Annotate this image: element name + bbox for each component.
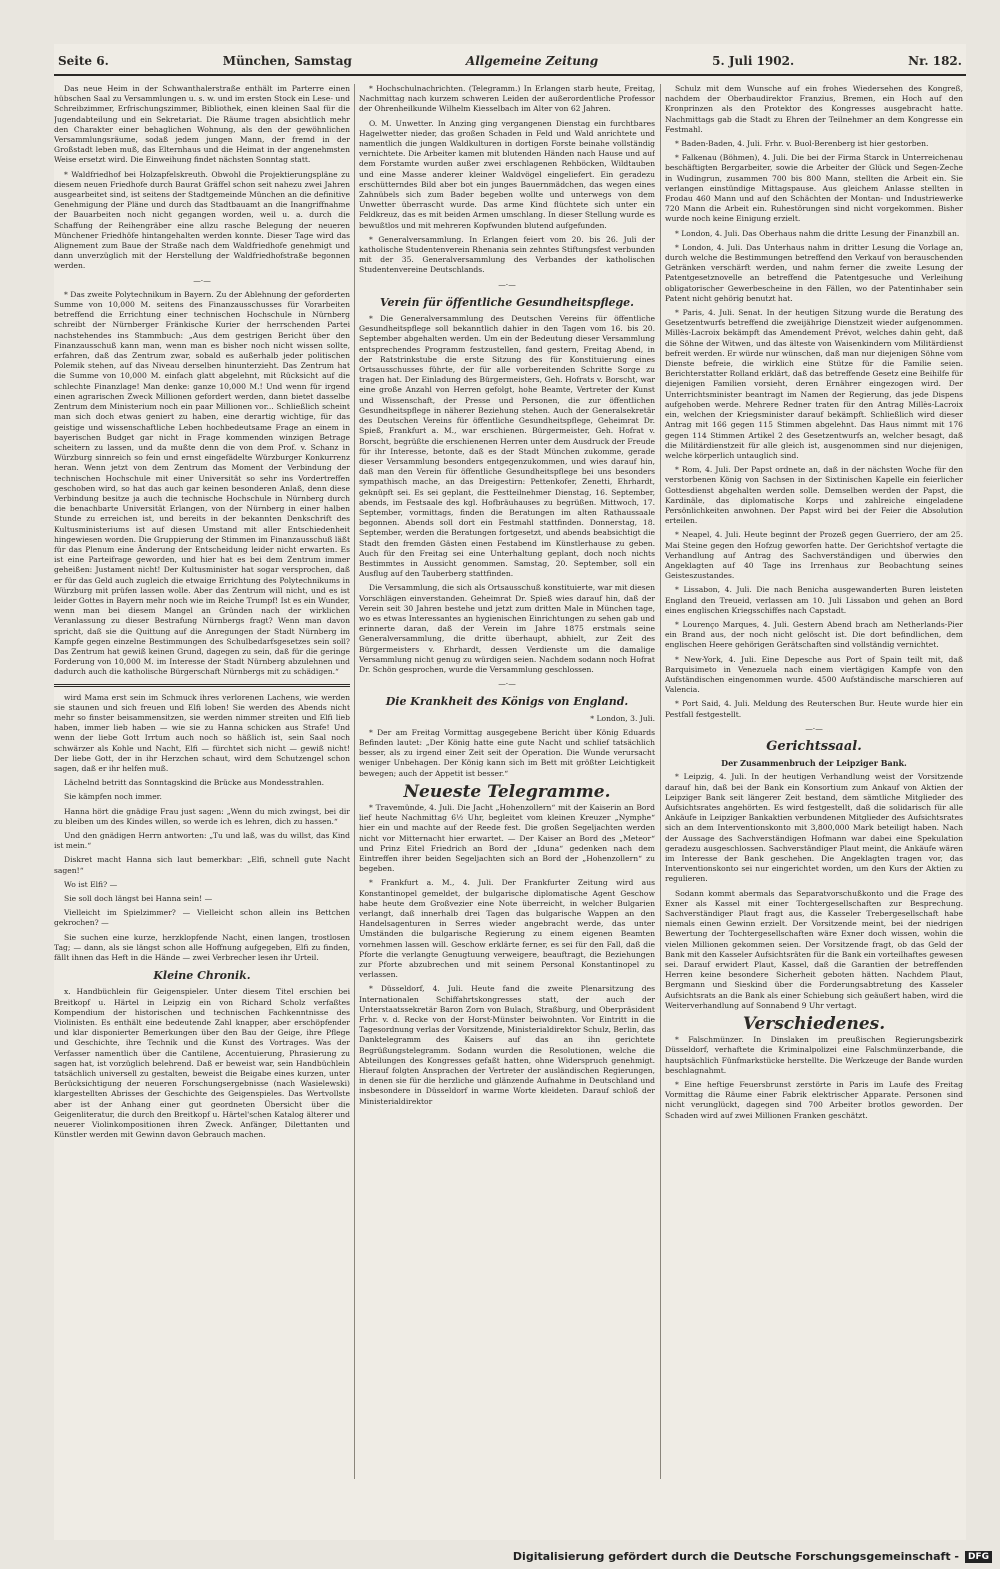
story-paragraph: Sie soll doch längst bei Hanna sein! —	[64, 894, 213, 904]
section-heading-telegramme: Neueste Telegramme.	[403, 781, 611, 802]
separator: —·—	[805, 723, 823, 733]
story-paragraph: Sie suchen eine kurze, herzklopfende Nacht, einen langen, trostlosen Tag; — dann, als sie längst schon alle Hoffnung aufgegeben, Elfi zu finden, fällt ihnen das Heft in die Hände — zwei Verbrecher lesen ihr Urteil.	[54, 932, 350, 963]
separator: —·—	[193, 275, 211, 285]
telegram-paragraph: * Paris, 4. Juli. Senat. In der heutigen Sitzung wurde die Beratung des Gesetzentwurfs betreffend die zweijährige Dienstzeit wieder aufgenommen. Millès-Lacroix bekämpft das Amendement Prévot, welches dahin geht, daß die Söhne der Witwen, und das älteste von Waisenkindern vom Militärdienst befreit werden. Er würde nur wünschen, daß man nur diejenigen Söhne vom Dienste befreie, die wirklich eine Stütze für die Familie seien. Berichterstatter Rolland erklärt, daß das betreffende Gesetz eine Beihilfe für diejenigen Familien vorsieht, deren Ernährer eingezogen wird. Der Unterrichtsminister beantragt im Namen der Regierung, das jede Dispens aufgehoben werde. Mehrere Redner traten für den Antrag Millès-Lacroix ein, welchen der Kriegsminister darauf bekämpft. Schließlich wird dieser Antrag mit 166 gegen 115 Stimmen abgelehnt. Das Haus nimmt mit 176 gegen 114 Stimmen Artikel 2 des Gesetzentwurfs an, welcher besagt, daß die Militärdienstzeit für alle gleich ist, ausgenommen sind nur diejenigen, welche körperlich untauglich sind.	[665, 308, 963, 460]
issue-date: 5. Juli 1902.	[712, 54, 795, 68]
telegram-paragraph: * Düsseldorf, 4. Juli. Heute fand die zweite Plenarsitzung des Internationalen Schiffahrtskongresses statt, der auch der Unterstaatssekretär Baron Zorn von Bulach, Straßburg, und Oberpräsident Frhr. v. d. Recke von der Horst-Münster beiwohnten. Vor Eintritt in die Tagesordnung verlas der Vorsitzende, Ministerialdirektor Schulz, Berlin, das Danktelegramm des Kaisers auf das an ihn gerichtete Begrüßungstelegramm. Sodann wurden die Resolutionen, welche die Abteilungen des Kongresses gefaßt hatten, ohne Widerspruch genehmigt. Hierauf folgten Ansprachen der Vertreter der ausländischen Regierungen, in denen sie für die herzliche und glänzende Aufnahme in Deutschland und insbesondere in Düsseldorf in warme Worte kleideten. Darauf schloß der Ministerialdirektor	[359, 984, 655, 1106]
section-heading-verschiedenes: Verschiedenes.	[742, 1014, 886, 1035]
article-paragraph: * Der am Freitag Vormittag ausgegebene Bericht über König Eduards Befinden lautet: „Der König hatte eine gute Nacht und schlief tatsächlich besser, als zu irgend einer Zeit seit der Operation. Die Wunde verursacht weniger Unbehagen. Der König kann sich im Bett mit größter Leichtigkeit bewegen; auch der Appetit ist besser.“	[359, 727, 655, 778]
story-paragraph: Und den gnädigen Herrn antworten: „Tu und laß, was du willst, das Kind ist mein.“	[54, 831, 350, 851]
story-paragraph: Diskret macht Hanna sich laut bemerkbar: „Elfi, schnell gute Nacht sagen!“	[54, 855, 350, 875]
article-paragraph: O. M. Unwetter. In Anzing ging vergangenen Dienstag ein furchtbares Hagelwetter nieder, das großen Schaden in Feld und Wald anrichtete und namentlich die jungen Waldkulturen in dortigen Forste beinahe vollständig vernichtete. Die Arbeiter kamen mit blutenden Händen nach Hause und auf dem Forstamte wurden außer zwei erschlagenen Rehböcken, Wildtauben und eine Masse anderer kleiner Waldvögel eingeliefert. Ein geradezu erschütterndes Bild aber bot ein junges Bauernmädchen, das wegen eines Zahnübels sich zum Bader begeben wollte und unterwegs von dem Unwetter überrascht wurde. Das arme Kind flüchtete sich unter ein Feldkreuz, das es mit beiden Armen umschlang. In dieser Stellung wurde es bewußtlos und mit mehreren Kopfwunden blutend aufgefunden.	[359, 118, 655, 230]
newspaper-page	[54, 44, 966, 1540]
telegram-paragraph: * Travemünde, 4. Juli. Die Jacht „Hohenzollern“ mit der Kaiserin an Bord lief heute Nachmittag 6½ Uhr, begleitet vom kleinen Kreuzer „Nymphe“ hier ein und machte auf der Reede fest. Die großen Segeljachten werden nicht vor Mitternacht hier erwartet. — Der Kaiser an Bord des „Meteor“ und Prinz Eitel Friedrich an Bord der „Iduna“ gedenken nach dem Eintreffen ihrer beiden Segeljachten sich an Bord der „Hohenzollern“ zu begeben.	[359, 803, 655, 874]
separator: —·—	[498, 279, 516, 289]
telegram-paragraph: * New-York, 4. Juli. Eine Depesche aus Port of Spain teilt mit, daß Barquisimeto in Venezuela nach einem viertägigen Kampfe von den Aufständischen eingenommen wurde. 4500 Aufständische marschieren auf Valencia.	[665, 654, 963, 695]
telegram-paragraph: * Baden-Baden, 4. Juli. Frhr. v. Buol-Berenberg ist hier gestorben.	[675, 139, 929, 149]
article-paragraph: * Generalversammlung. In Erlangen feiert vom 20. bis 26. Juli der katholische Studentenverein Rhenania sein zehntes Stiftungsfest verbunden mit der 35. Generalversammlung des Verbandes der katholischen Studentenvereine Deutschlands.	[359, 234, 655, 275]
telegram-paragraph: * Lourenço Marques, 4. Juli. Gestern Abend brach am Netherlands-Pier ein Brand aus, der noch nicht gelöscht ist. Die dort befindlichen, dem englischen Heere gehörigen Gerätschaften sind vollständig vernichtet.	[665, 619, 963, 650]
story-paragraph: Sie kämpfen noch immer.	[64, 792, 162, 802]
story-paragraph: Lächelnd betritt das Sonntagskind die Brücke aus Mondesstrahlen.	[64, 778, 325, 788]
article-paragraph: * Eine heftige Feuersbrunst zerstörte in Paris im Laufe des Freitag Vormittag die Räume einer Fabrik elektrischer Apparate. Personen sind nicht verunglückt, dagegen sind 700 Arbeiter brotlos geworden. Der Schaden wird auf zwei Millionen Franken geschätzt.	[665, 1080, 963, 1120]
telegram-paragraph: * London, 4. Juli. Das Unterhaus nahm in dritter Lesung die Vorlage an, durch welche die Bestimmungen betreffend den Verkauf von berauschenden Getränken verschärft werden, und nahm ferner die zweite Lesung der Patentgesetznovelle an betreffend die Patentgesuche und Verleihung obligatorischer Gewerbescheine in den Fällen, wo der Patentinhaber sein Patent nicht gehörig benutzt hat.	[665, 242, 963, 303]
dfg-logo-icon: DFG	[965, 1551, 992, 1563]
telegram-paragraph: * Frankfurt a. M., 4. Juli. Der Frankfurter Zeitung wird aus Konstantinopel gemeldet, der bulgarische diplomatische Agent Geschow habe heute dem Großvezier eine Note überreicht, in welcher Bulgarien verlangt, daß innerhalb drei Tagen das bulgarische Wappen an den Handelsagenturen in Serres wieder angebracht werde, das unter Umständen die bulgarische Regierung zu einem eigenen Beamten vornehmen lassen will. Geschow erklärte ferner, es sei für den Fall, daß die Pforte die verlangte Genugtuung verweigere, beauftragt, die Beziehungen zur Pforte abzubrechen und mit seinem Personal Konstantinopel zu verlassen.	[359, 878, 655, 980]
telegram-paragraph: * Lissabon, 4. Juli. Die nach Benicha ausgewanderten Buren leisteten England den Treueid, verlassen am 10. Juli Lissabon und gehen an Bord eines englischen Kriegsschiffes nach Capstadt.	[665, 585, 963, 615]
article-paragraph: * Leipzig, 4. Juli. In der heutigen Verhandlung weist der Vorsitzende darauf hin, daß bei der Bank ein Konsortium zum Ankauf von Aktien der Leipziger Bank seit längerer Zeit bestand, dem sämtliche Mitglieder des Aufsichtsrates angehörten. Es wird festgestellt, daß die solidarisch für alle Ankäufe in Leipziger Bankaktien verbundenen Mitglieder des Aufsichtsrates sich an dem Interventionskonto mit 3,800,000 Mark beteiligt haben. Nach der Aussage des Sachverständigen Hofmann war dabei eine Spekulation geradezu ausgeschlossen. Sachverständiger Plaut meint, die Ankäufe wären im Interesse der Bank geschehen. Die Angeklagten tragen vor, das Interventionskonto sei nur eingerichtet worden, um den Kurs der Aktien zu regulieren.	[665, 772, 963, 884]
subheading-leipziger-bank: Der Zusammenbruch der Leipziger Bank.	[721, 758, 907, 769]
page-header	[54, 54, 966, 76]
story-paragraph: Hanna hört die gnädige Frau just sagen: „Wenn du mich zwingst, bei dir zu bleiben um des Kindes willen, so werde ich es lehren, dich zu hassen.“	[54, 806, 350, 826]
newspaper-title: Allgemeine Zeitung	[465, 54, 599, 68]
separator: —·—	[498, 679, 516, 689]
telegram-paragraph: * Falkenau (Böhmen), 4. Juli. Die bei der Firma Starck in Unterreichenau beschäftigten Bergarbeiter, sowie die Arbeiter der Glück und Segen-Zeche in Wudingrun, zusammen 700 bis 800 Mann, stellten die Arbeit ein. Sie verlangen einstündige Mittagspause. Aus gleichem Anlasse stellten in Frodau 460 Mann und auf den Schächten der Montan- und Industriewerke 720 Mann die Arbeit ein. Ruhestörungen sind nicht vorgekommen. Bisher wurde noch keine Einigung erzielt.	[665, 153, 963, 224]
story-paragraph: wird Mama erst sein im Schmuck ihres verlorenen Lachens, wie werden sie staunen und sich freuen und Elfi loben! Sie werden des Abends nicht mehr so finster beisammensitzen, sie werden nimmer streiten und Elfi lieb haben, immer lieb haben — wie sie zu Hanna schicken aus Strafe! Und wenn der liebe Gott Irrtum auch noch so häßlich ist, sein Saal noch schwärzer als Kohle und Nacht, Elfi — fürchtet sich nicht — gewiß nicht! Der liebe Gott, der in ihr Herzchen schaut, wird dem Schutzengel schon sagen, daß er ihr helfen muß.	[54, 692, 350, 773]
city-date: München, Samstag	[222, 54, 352, 68]
column-left	[54, 84, 350, 1484]
story-paragraph: Wo ist Elfi? —	[64, 879, 118, 889]
footer-text: Digitalisierung gefördert durch die Deutsche Forschungsgemeinschaft -	[512, 1550, 959, 1563]
article-paragraph: Die Versammlung, die sich als Ortsausschuß konstituierte, war mit diesen Vorschlägen einverstanden. Geheimrat Dr. Spieß wies darauf hin, daß der Verein seit 30 Jahren bestehe und jetzt zum dritten Male in München tage, wo es etwas Interessantes an hygienischen Einrichtungen zu sehen gab und erinnerte daran, daß der Verein im Jahre 1875 erstmals seine Generalversammlung, die dritte überhaupt, abhielt, zur Zeit des Bürgermeisters v. Ehrhardt, dessen Verdienste um die damalige Versammlung nicht genug zu würdigen seien. Nachdem sodann noch Hofrat Dr. Schön gesprochen, wurde die Versammlung geschlossen.	[359, 583, 655, 674]
feuilleton-rule	[54, 684, 350, 687]
dateline: * London, 3. Juli.	[590, 713, 655, 723]
article-paragraph: * Die Generalversammlung des Deutschen Vereins für öffentliche Gesundheitspflege soll bekanntlich dahier in den Tagen vom 16. bis 20. September abgehalten werden. Um ein der Bedeutung dieser Versammlung entsprechendes Programm festzustellen, fand gestern, Freitag Abend, in der Ratstrinkstube die erste Sitzung des für Konstituierung eines Ortsausschusses führte, der für alle vorbereitenden Schritte Sorge zu tragen hat. Der Einladung des Bürgermeisters, Geh. Hofrats v. Borscht, war eine große Anzahl von Herren gefolgt, hohe Beamte, Vertreter der Kunst und Wissenschaft, der Presse und Personen, die zur öffentlichen Gesundheitspflege in näherer Beziehung stehen. Auch der Generalsekretär des Deutschen Vereins für öffentliche Gesundheitspflege, Geheimrat Dr. Spieß, Frankfurt a. M., war erschienen. Bürgermeister, Geh. Hofrat v. Borscht, begrüßte die erschienenen Herren unter dem Ausdruck der Freude für ihr Interesse, betonte, daß es der Stadt München zukomme, gerade dieser Versammlung besonders entgegenzukommen, und wies darauf hin, daß man den Verein für öffentliche Gesundheitspflege bei uns besonders sympathisch mache, an das Dreigestirn: Pettenkofer, Zenetti, Ehrhardt, geknüpft sei. Es sei geplant, die Festteilnehmer Dienstag, 16. September, abends, im Festsaale des kgl. Hofbräuhauses zu begrüßen. Mittwoch, 17. September, vormittags, finden die Beratungen im alten Rathaussaale begonnen. Abends soll dort ein Festmahl stattfinden. Donnerstag, 18. September, werden die Beratungen fortgesetzt, und abends beabsichtigt die Stadt den fremden Gästen einen Festabend im Künstlerhause zu geben. Auch für den Freitag sei eine Unterhaltung geplant, doch noch nichts Bestimmtes in Aussicht genommen. Samstag, 20. September, soll ein Ausflug auf den Tauberberg stattfinden.	[359, 314, 655, 579]
section-heading-kleine-chronik: Kleine Chronik.	[153, 969, 251, 983]
telegram-paragraph: * London, 4. Juli. Das Oberhaus nahm die dritte Lesung der Finanzbill an.	[675, 228, 960, 238]
article-paragraph: Sodann kommt abermals das Separatvorschußkonto und die Frage des Exner als Kassel mit einer Tochtergesellschaften zur Besprechung. Sachverständiger Plaut fragt aus, die Kasseler Trebergesellschaft habe niemals einen Gewinn erzielt. Der Vorsitzende meint, bei der niedrigen Bewertung der Tochtergesellschaften wäre Exner doch wissen, wohin die vielen Millionen gekommen seien. Der Vorsitzende fragt, ob das Geld der Bank mit den Kasseler Aufsichtsräten für die Bank ein vorteilhaftes gewesen sei. Darauf erwidert Plaut, Kassel, daß die Garantien der betreffenden Herren keine besondere Sicherheit geboten hätten. Nachdem Plaut, Bergmann und Sieskind über die Forderungsabtretung des Kasseler Aufsichtsrats an die Bank als einer Schiebung sich geäußert haben, wird die Weiterverhandlung auf Sonnabend 9 Uhr vertagt.	[665, 888, 963, 1010]
section-heading-verein: Verein für öffentliche Gesundheitspflege.	[380, 295, 634, 309]
section-heading-krankheit: Die Krankheit des Königs von England.	[385, 695, 629, 709]
article-paragraph: Das neue Heim in der Schwanthalerstraße enthält im Parterre einen hübschen Saal zu Versammlungen u. s. w. und im ersten Stock ein Lese- und Schreibzimmer, Erfrischungszimmer, Bibliothek, einen kleinen Saal für die Jugendabteilung und ein Sekretariat. Die Räume tragen absichtlich mehr den Charakter einer behaglichen Wohnung, als den der gewöhnlichen Versammlungsräume, sodaß jedem jungen Mann, der fremd in der Großstadt leben muß, das Elternhaus und die Heimat in der angenehmsten Weise ersetzt wird. Die Einweihung findet nächsten Sonntag statt.	[54, 84, 350, 165]
issue-number: Nr. 182.	[908, 54, 962, 68]
column-middle	[359, 84, 655, 1484]
section-heading-gerichtssaal: Gerichtssaal.	[766, 738, 862, 754]
digitization-footer	[513, 1550, 992, 1563]
column-divider	[354, 84, 355, 1479]
telegram-paragraph: * Port Said, 4. Juli. Meldung des Reuterschen Bur. Heute wurde hier ein Pestfall festgestellt.	[665, 699, 963, 719]
column-divider	[660, 84, 661, 1479]
column-right	[665, 84, 963, 1484]
telegram-paragraph: Schulz mit dem Wunsche auf ein frohes Wiedersehen des Kongreß, nachdem der Oberbaudirektor Franzius, Bremen, ein Hoch auf den Kronprinzen als den Protektor des Kongresses ausgebracht hatte. Nachmittags gab die Stadt zu Ehren der Teilnehmer an dem Kongresse ein Festmahl.	[665, 84, 963, 134]
article-paragraph: * Hochschulnachrichten. (Telegramm.) In Erlangen starb heute, Freitag, Nachmittag nach kurzem schweren Leiden der außerordentliche Professor der Ohrenheilkunde Wilhelm Kiesselbach im Alter von 62 Jahren.	[359, 84, 655, 114]
page-number: Seite 6.	[58, 54, 109, 68]
article-paragraph: x. Handbüchlein für Geigenspieler. Unter diesem Titel erschien bei Breitkopf u. Härtel in Leipzig ein von Richard Scholz verfaßtes Kompendium der historischen und technischen Fachkenntnisse des Violinisten. Es enthält eine bedeutende Zahl knapper, aber erschöpfender und klar disponierter Bemerkungen über den Bau der Geige, ihre Pflege und Geschichte, ihre Technik und die Kunst des Vortrages. Was der Verfasser namentlich über die Cantilene, Accentuierung, Phrasierung zu sagen hat, ist vorzüglich belehrend. Daß er beweist war, sein Handbüchlein tatsächlich universell zu gestalten, beweist die Beigabe eines kurzen, unter Berücksichtigung der neueren Forschungsergebnisse (nach Wasielewski) klargestellten Abrisses der Geschichte des Geigenspieles. Das Wertvollste aber ist der Anhang einer gut geordneten Übersicht über die Geigenliteratur, die durch den Breitkopf u. Härtel'schen Katalog älterer und neuerer Violinkompositionen ihren Zweck. Anfänger, Dilettanten und Künstler werden mit Gewinn davon Gebrauch machen.	[54, 987, 350, 1140]
article-paragraph: * Waldfriedhof bei Holzapfelskreuth. Obwohl die Projektierungspläne zu diesem neuen Friedhofe durch Baurat Gräffel schon seit nahezu zwei Jahren ausgearbeitet sind, ist seitens der Stadtgemeinde München an die definitive Genehmigung der Pläne und durch das Stadtbauamt an die Inangriffnahme der Bauarbeiten noch nicht gegangen worden, weil u. a. durch die Schaffung der Reihengräber eine allzu rasche Belegung der neueren Münchener Friedhöfe hintangehalten werden konnte. Dieser Tage wird das Alignement zum Baue der Straße nach dem Waldfriedhofe genehmigt und dann unverzüglich mit der Herstellung der Waldfriedhofstraße begonnen werden.	[54, 169, 350, 271]
telegram-paragraph: * Neapel, 4. Juli. Heute beginnt der Prozeß gegen Guerriero, der am 25. Mai Steine gegen den Hofzug geworfen hatte. Der Gerichtshof vertagte die Verhandlung auf Antrag des Sachverständigen und überwies den Angeklagten auf 40 Tage ins Irrenhaus zur Beobachtung seines Geisteszustandes.	[665, 530, 963, 581]
telegram-paragraph: * Rom, 4. Juli. Der Papst ordnete an, daß in der nächsten Woche für den verstorbenen König von Sachsen in der Sixtinischen Kapelle ein feierlicher Gottesdienst abgehalten werden solle. Demselben werden der Papst, die Kardinäle, das diplomatische Korps und zahlreiche eingeladene Persönlichkeiten anwohnen. Der Papst wird bei der Feier die Absolution erteilen.	[665, 465, 963, 526]
story-paragraph: Vielleicht im Spielzimmer? — Vielleicht schon allein ins Bettchen gekrochen? —	[54, 908, 350, 928]
article-paragraph: * Falschmünzer. In Dinslaken im preußischen Regierungsbezirk Düsseldorf, verhaftete die Kriminalpolizei eine Falschmünzerbande, die hauptsächlich Fünfmarkstücke herstellte. Die Werkzeuge der Bande wurden beschlagnahmt.	[665, 1035, 963, 1075]
article-paragraph: * Das zweite Polytechnikum in Bayern. Zu der Ablehnung der geforderten Summe von 10,000 M. seitens des Finanzausschusses für Vorarbeiten betreffend die Errichtung einer technischen Hochschule in Nürnberg schreibt der Nürnberger Fränkische Kurier der herrschenden Partei nachstehendes ins Stammbuch: „Aus dem gestrigen Bericht über den Finanzausschuß kann man, wenn man es bisher noch nicht wissen sollte, erfahren, daß das Zentrum zwar, sobald es außerhalb jeder politischen Polemik stehen, auf das Niveau derselben hinunterzieht. Das Zentrum hat die Summe von 10,000 M. einfach glatt abgelehnt, mit Rücksicht auf die schlechte Finanzlage! Man denke: ganze 10,000 M.! Und wenn für irgend einen agrarischen Zweck Millionen gefordert werden, dann bietet dasselbe Zentrum dem Ministerium noch ein paar Millionen vor... Schließlich scheint man sich doch etwas geniert zu haben, eine derartig wichtige, für das geistige und wissenschaftliche Leben hochbedeutsame Frage an einem in bayerischen Budget gar nicht in Frage kommenden winzigen Betrage scheitern zu lassen, und da mußte denn die von dem Prof. v. Schanz in Würzburg sinnreich so fein und ernst eingefädelte Würzburger Konkurrenz heran. Wenn jetzt von dem Zentrum das Moment der Verbindung der technischen Hochschule mit einer Universität so sehr ins Vordertreffen geschoben wird, so hat das auch gar keinen besonderen Anlaß, denn diese Verbindung besitze ja auch die technische Hochschule in Nürnberg durch die benachbarte Universität Erlangen, von der Nürnberg in einer halben Stunde zu erreichen ist, und bereits in der bekannten Denkschrift des Kultusministeriums ist auf diesen Umstand mit aller Entschiedenheit hingewiesen worden. Die Gruppierung der Stimmen im Finanzausschuß läßt für das Plenum eine Änderung der Entscheidung leider nicht erwarten. Es ist eine Parteifrage geworden, und hier hat es bei dem Zentrum immer geheißen: Justament nicht! Der Kultusminister hat sogar versprochen, daß er für das Geld auch zugleich die etwaige Errichtung des Polytechnikums in Würzburg mit prüfen lassen wolle. Aber das Zentrum will nicht, und es ist leider Gottes in Bayern mehr noch wie im Reiche Trumpf! Ist es ein Wunder, wenn man bei diesem Mangel an Gründen nach der wirklichen Veranlassung zu dieser Bestrafung Nürnbergs fragt? Wenn man davon spricht, daß sie die Quittung auf die Anregungen der Stadt Nürnberg im Kampfe gegen einzelne Bestimmungen des Schulbedarfsgesetzes sein soll? Das Zentrum hat gewiß keinen Grund, dagegen zu sein, daß für die geringe Forderung von 10,000 M. im Interesse der Stadt Nürnberg abzulehnen und dadurch auch die katholische Bürgerschaft Nürnbergs mit zu schädigen.“	[54, 289, 350, 677]
